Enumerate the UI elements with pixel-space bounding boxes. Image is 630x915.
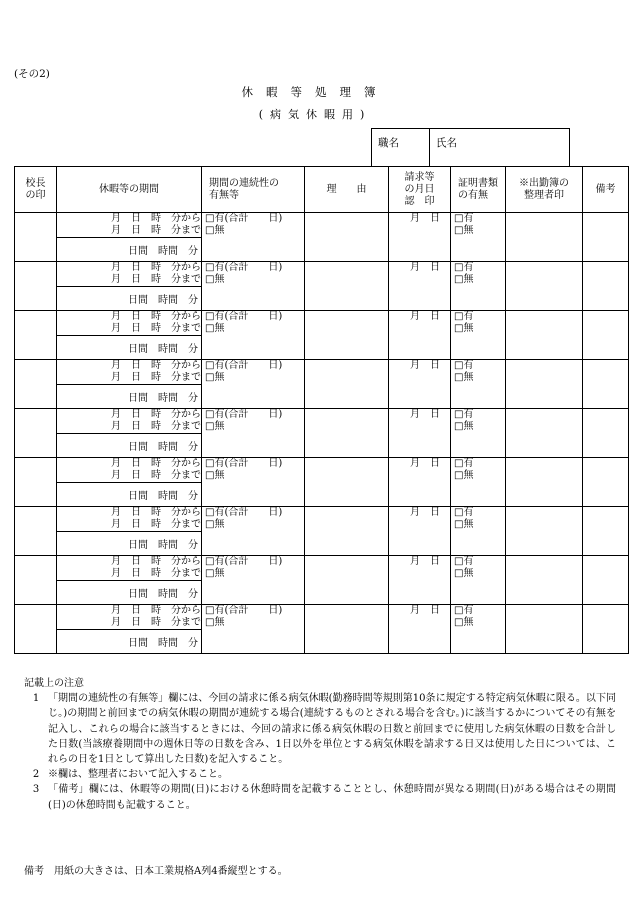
- attendance-seal-cell[interactable]: [506, 605, 583, 654]
- reason-cell[interactable]: [305, 311, 389, 360]
- certificate-cell[interactable]: [451, 507, 506, 556]
- header-remarks: 備考: [583, 167, 629, 213]
- continuity-no-checkbox[interactable]: □無: [205, 470, 225, 481]
- period-from: 月 日 時 分から: [111, 360, 201, 371]
- continuity-cell[interactable]: [202, 213, 305, 262]
- certificate-yes-checkbox[interactable]: □有: [454, 213, 474, 224]
- certificate-cell[interactable]: [451, 311, 506, 360]
- days-cell[interactable]: 日間 時間 分: [57, 238, 202, 262]
- attendance-seal-cell[interactable]: [506, 409, 583, 458]
- remarks-cell[interactable]: [583, 262, 629, 311]
- request-date-cell[interactable]: 月 日: [389, 360, 451, 409]
- days-cell[interactable]: 日間 時間 分: [57, 532, 202, 556]
- table-row: [15, 556, 629, 581]
- continuity-no-checkbox[interactable]: □無: [205, 617, 225, 628]
- continuity-yes-checkbox[interactable]: □有(合計 日): [205, 409, 283, 420]
- table-row: [15, 507, 629, 532]
- header-reason: 理 由: [305, 167, 389, 213]
- certificate-cell[interactable]: [451, 262, 506, 311]
- continuity-yes-checkbox[interactable]: □有(合計 日): [205, 605, 283, 616]
- request-date-cell[interactable]: 月 日: [389, 262, 451, 311]
- certificate-cell[interactable]: [451, 213, 506, 262]
- attendance-seal-cell[interactable]: [506, 507, 583, 556]
- continuity-no-checkbox[interactable]: □無: [205, 225, 225, 236]
- period-to: 月 日 時 分まで: [111, 372, 201, 383]
- certificate-yes-checkbox[interactable]: □有: [454, 311, 474, 322]
- note-number: 1: [32, 693, 40, 705]
- table-row: [15, 605, 629, 630]
- leave-period-cell[interactable]: [57, 458, 202, 483]
- continuity-yes-checkbox[interactable]: □有(合計 日): [205, 556, 283, 567]
- continuity-cell[interactable]: [202, 507, 305, 556]
- remarks-cell[interactable]: [583, 458, 629, 507]
- reason-cell[interactable]: [305, 360, 389, 409]
- attendance-seal-cell[interactable]: [506, 213, 583, 262]
- reason-cell[interactable]: [305, 409, 389, 458]
- continuity-no-checkbox[interactable]: □無: [205, 274, 225, 285]
- remarks-cell[interactable]: [583, 311, 629, 360]
- period-to: 月 日 時 分まで: [111, 617, 201, 628]
- attendance-seal-cell[interactable]: [506, 262, 583, 311]
- paper-size-remark: 備考 用紙の大きさは、日本工業規格A列4番縦型とする。: [24, 866, 288, 877]
- period-to: 月 日 時 分まで: [111, 274, 201, 285]
- principal-seal-cell[interactable]: [15, 605, 57, 654]
- certificate-yes-checkbox[interactable]: □有: [454, 360, 474, 371]
- days-cell[interactable]: 日間 時間 分: [57, 336, 202, 360]
- table-row: [15, 409, 629, 434]
- principal-seal-cell[interactable]: [15, 409, 57, 458]
- period-from: 月 日 時 分から: [111, 507, 201, 518]
- request-date-cell[interactable]: 月 日: [389, 409, 451, 458]
- days-cell[interactable]: 日間 時間 分: [57, 287, 202, 311]
- remarks-cell[interactable]: [583, 605, 629, 654]
- leave-period-cell[interactable]: [57, 605, 202, 630]
- leave-period-cell[interactable]: [57, 507, 202, 532]
- certificate-no-checkbox[interactable]: □無: [454, 274, 474, 285]
- leave-record-table: [14, 166, 629, 654]
- period-from: 月 日 時 分から: [111, 311, 201, 322]
- remarks-cell[interactable]: [583, 213, 629, 262]
- certificate-no-checkbox[interactable]: □無: [454, 225, 474, 236]
- period-to: 月 日 時 分まで: [111, 421, 201, 432]
- principal-seal-cell[interactable]: [15, 360, 57, 409]
- continuity-no-checkbox[interactable]: □無: [205, 323, 225, 334]
- remarks-cell[interactable]: [583, 556, 629, 605]
- period-to: 月 日 時 分まで: [111, 323, 201, 334]
- certificate-cell[interactable]: [451, 409, 506, 458]
- days-cell[interactable]: 日間 時間 分: [57, 483, 202, 507]
- continuity-cell[interactable]: [202, 262, 305, 311]
- period-to: 月 日 時 分まで: [111, 568, 201, 579]
- table-row: [15, 262, 629, 287]
- period-to: 月 日 時 分まで: [111, 470, 201, 481]
- certificate-no-checkbox[interactable]: □無: [454, 323, 474, 334]
- table-header: [15, 167, 629, 213]
- remarks-cell[interactable]: [583, 507, 629, 556]
- header-principal-seal: 校長 の印: [15, 167, 57, 213]
- period-to: 月 日 時 分まで: [111, 519, 201, 530]
- certificate-cell[interactable]: [451, 360, 506, 409]
- attendance-seal-cell[interactable]: [506, 360, 583, 409]
- period-from: 月 日 時 分から: [111, 556, 201, 567]
- period-from: 月 日 時 分から: [111, 605, 201, 616]
- period-from: 月 日 時 分から: [111, 458, 201, 469]
- notes-section: [24, 676, 616, 813]
- days-cell[interactable]: 日間 時間 分: [57, 385, 202, 409]
- principal-seal-cell[interactable]: [15, 262, 57, 311]
- leave-period-cell[interactable]: [57, 556, 202, 581]
- note-item: [24, 767, 616, 782]
- attendance-seal-cell[interactable]: [506, 311, 583, 360]
- name-label: 氏名: [430, 129, 570, 167]
- request-date-cell[interactable]: 月 日: [389, 507, 451, 556]
- certificate-yes-checkbox[interactable]: □有: [454, 507, 474, 518]
- leave-period-cell[interactable]: [57, 311, 202, 336]
- principal-seal-cell[interactable]: [15, 556, 57, 605]
- principal-seal-cell[interactable]: [15, 311, 57, 360]
- reason-cell[interactable]: [305, 213, 389, 262]
- continuity-cell[interactable]: [202, 556, 305, 605]
- certificate-no-checkbox[interactable]: □無: [454, 568, 474, 579]
- period-from: 月 日 時 分から: [111, 409, 201, 420]
- certificate-no-checkbox[interactable]: □無: [454, 617, 474, 628]
- continuity-yes-checkbox[interactable]: □有(合計 日): [205, 213, 283, 224]
- continuity-yes-checkbox[interactable]: □有(合計 日): [205, 507, 283, 518]
- leave-period-cell[interactable]: [57, 409, 202, 434]
- certificate-yes-checkbox[interactable]: □有: [454, 458, 474, 469]
- request-date-cell[interactable]: 月 日: [389, 213, 451, 262]
- form-title: 休暇等処理簿: [241, 85, 389, 99]
- table-row: [15, 311, 629, 336]
- leave-period-cell[interactable]: [57, 262, 202, 287]
- attendance-seal-cell[interactable]: [506, 458, 583, 507]
- header-attendance-seal: ※出勤簿の 整理者印: [506, 167, 583, 213]
- reason-cell[interactable]: [305, 605, 389, 654]
- principal-seal-cell[interactable]: [15, 213, 57, 262]
- leave-period-cell[interactable]: [57, 213, 202, 238]
- header-certificate: 証明書類 の有無: [451, 167, 506, 213]
- note-number: 2: [32, 769, 40, 781]
- continuity-no-checkbox[interactable]: □無: [205, 519, 225, 530]
- continuity-yes-checkbox[interactable]: □有(合計 日): [205, 262, 283, 273]
- table-row: [15, 360, 629, 385]
- certificate-yes-checkbox[interactable]: □有: [454, 605, 474, 616]
- request-date-cell[interactable]: 月 日: [389, 311, 451, 360]
- note-text: ※欄は、整理者において記入すること。: [48, 769, 228, 781]
- table-row: [15, 458, 629, 483]
- remarks-cell[interactable]: [583, 360, 629, 409]
- note-text: 「備考」欄には、休暇等の期間(日)における休憩時間を記載することとし、休憩時間が異なる期間(日)がある場合はその期間(日)の休憩時間も記載すること。: [48, 784, 616, 811]
- request-date-cell[interactable]: 月 日: [389, 556, 451, 605]
- period-from: 月 日 時 分から: [111, 213, 201, 224]
- table-row: [15, 213, 629, 238]
- request-date-cell[interactable]: 月 日: [389, 605, 451, 654]
- note-text: 「期間の連続性の有無等」欄には、今回の請求に係る病気休暇(勤務時間等規則第10条に規定する特定病気休暇に限る。以下同じ。)の期間と前回までの病気休暇の期間が連続する場合(連続するものとされる場合を含む。)に該当するかについてその有無を記入し、これらの場合に該当するときには、今回の請求に係る病気休暇の日数と前回までに使用した病気休暇の日数を合計した日数(当該療養期間中の週休日等の日数を含み、1日以外を単位とする病気休暇を請求する日又は使用した日については、これらの日を1日として算出した日数)を記入すること。: [48, 693, 616, 766]
- certificate-cell[interactable]: [451, 556, 506, 605]
- leave-period-cell[interactable]: [57, 360, 202, 385]
- certificate-no-checkbox[interactable]: □無: [454, 372, 474, 383]
- form-number: (その2): [14, 68, 50, 80]
- note-item: [24, 782, 616, 812]
- period-to: 月 日 時 分まで: [111, 225, 201, 236]
- continuity-yes-checkbox[interactable]: □有(合計 日): [205, 458, 283, 469]
- certificate-cell[interactable]: [451, 458, 506, 507]
- certificate-yes-checkbox[interactable]: □有: [454, 262, 474, 273]
- continuity-no-checkbox[interactable]: □無: [205, 372, 225, 383]
- reason-cell[interactable]: [305, 262, 389, 311]
- form-subtitle: (病気休暇用): [258, 108, 372, 121]
- continuity-cell[interactable]: [202, 458, 305, 507]
- note-item: [24, 691, 616, 767]
- continuity-yes-checkbox[interactable]: □有(合計 日): [205, 311, 283, 322]
- continuity-cell[interactable]: [202, 605, 305, 654]
- certificate-no-checkbox[interactable]: □無: [454, 470, 474, 481]
- continuity-yes-checkbox[interactable]: □有(合計 日): [205, 360, 283, 371]
- notes-heading: 記載上の注意: [24, 678, 84, 689]
- continuity-no-checkbox[interactable]: □無: [205, 421, 225, 432]
- days-cell[interactable]: 日間 時間 分: [57, 434, 202, 458]
- certificate-yes-checkbox[interactable]: □有: [454, 556, 474, 567]
- days-cell[interactable]: 日間 時間 分: [57, 581, 202, 605]
- continuity-cell[interactable]: [202, 409, 305, 458]
- days-cell[interactable]: 日間 時間 分: [57, 630, 202, 654]
- reason-cell[interactable]: [305, 458, 389, 507]
- header-leave-period: 休暇等の期間: [57, 167, 202, 213]
- period-from: 月 日 時 分から: [111, 262, 201, 273]
- reason-cell[interactable]: [305, 507, 389, 556]
- principal-seal-cell[interactable]: [15, 458, 57, 507]
- continuity-cell[interactable]: [202, 360, 305, 409]
- reason-cell[interactable]: [305, 556, 389, 605]
- principal-seal-cell[interactable]: [15, 507, 57, 556]
- remarks-cell[interactable]: [583, 409, 629, 458]
- employee-info-table: [371, 128, 570, 167]
- request-date-cell[interactable]: 月 日: [389, 458, 451, 507]
- certificate-no-checkbox[interactable]: □無: [454, 519, 474, 530]
- header-continuity: 期間の連続性の 有無等: [202, 167, 305, 213]
- certificate-cell[interactable]: [451, 605, 506, 654]
- continuity-no-checkbox[interactable]: □無: [205, 568, 225, 579]
- note-number: 3: [32, 784, 40, 796]
- certificate-yes-checkbox[interactable]: □有: [454, 409, 474, 420]
- position-label: 職名: [372, 129, 430, 167]
- continuity-cell[interactable]: [202, 311, 305, 360]
- attendance-seal-cell[interactable]: [506, 556, 583, 605]
- certificate-no-checkbox[interactable]: □無: [454, 421, 474, 432]
- header-request-date: 請求等 の月日 認 印: [389, 167, 451, 213]
